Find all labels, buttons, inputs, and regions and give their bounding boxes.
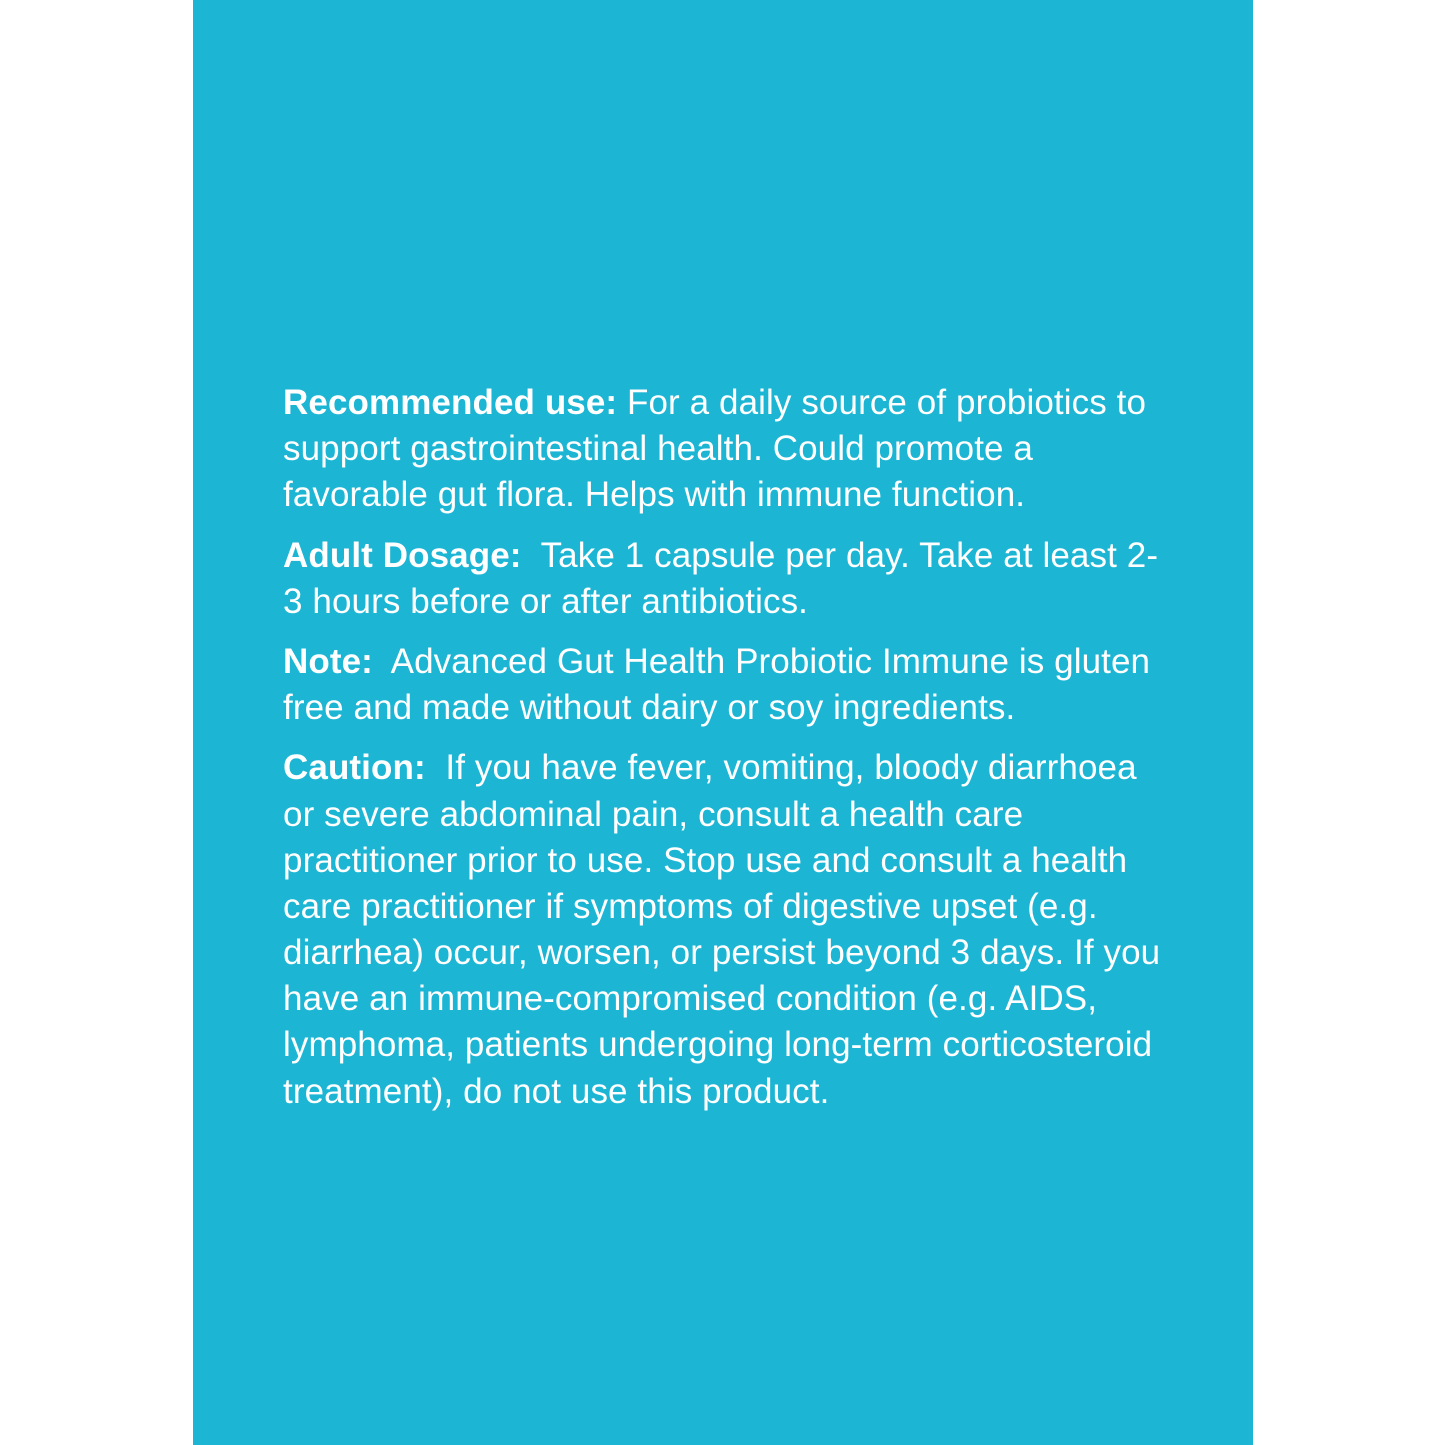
note-body: Advanced Gut Health Probiotic Immune is gluten free and made without dairy or soy ingredients. — [283, 641, 1151, 728]
recommended-use-heading: Recommended use: — [283, 383, 618, 422]
recommended-use-body: For a daily source of probiotics to support gastrointestinal health. Could promote a favorable gut flora. Helps with immune function. — [283, 383, 1147, 515]
note-heading: Note: — [283, 641, 373, 681]
label-text-block — [283, 380, 1173, 1115]
note-paragraph — [283, 639, 1173, 731]
caution-paragraph — [283, 745, 1173, 1115]
recommended-use-paragraph — [283, 380, 1173, 519]
caution-spacer — [426, 748, 446, 787]
adult-dosage-paragraph — [283, 533, 1173, 625]
recommended-use-spacer — [617, 383, 627, 422]
caution-body: If you have fever, vomiting, bloody diarrhoea or severe abdominal pain, consult a health care practitioner prior to use. Stop use and consult a health care practitioner if symptoms of digestive upset (e.g. diarrhea) occur, worsen, or persist beyond 3 days. If you have an immune-compromised condition (e.g. AIDS, lymphoma, patients undergoing long-term corticosteroid treatment), do not use this product. — [283, 748, 1161, 1111]
label-panel — [193, 0, 1253, 1445]
adult-dosage-heading: Adult Dosage: — [283, 535, 522, 575]
adult-dosage-spacer — [522, 536, 541, 575]
note-spacer — [373, 642, 391, 681]
adult-dosage-body: Take 1 capsule per day. Take at least 2-3 hours before or after antibiotics. — [283, 535, 1159, 621]
caution-heading: Caution: — [283, 748, 426, 788]
